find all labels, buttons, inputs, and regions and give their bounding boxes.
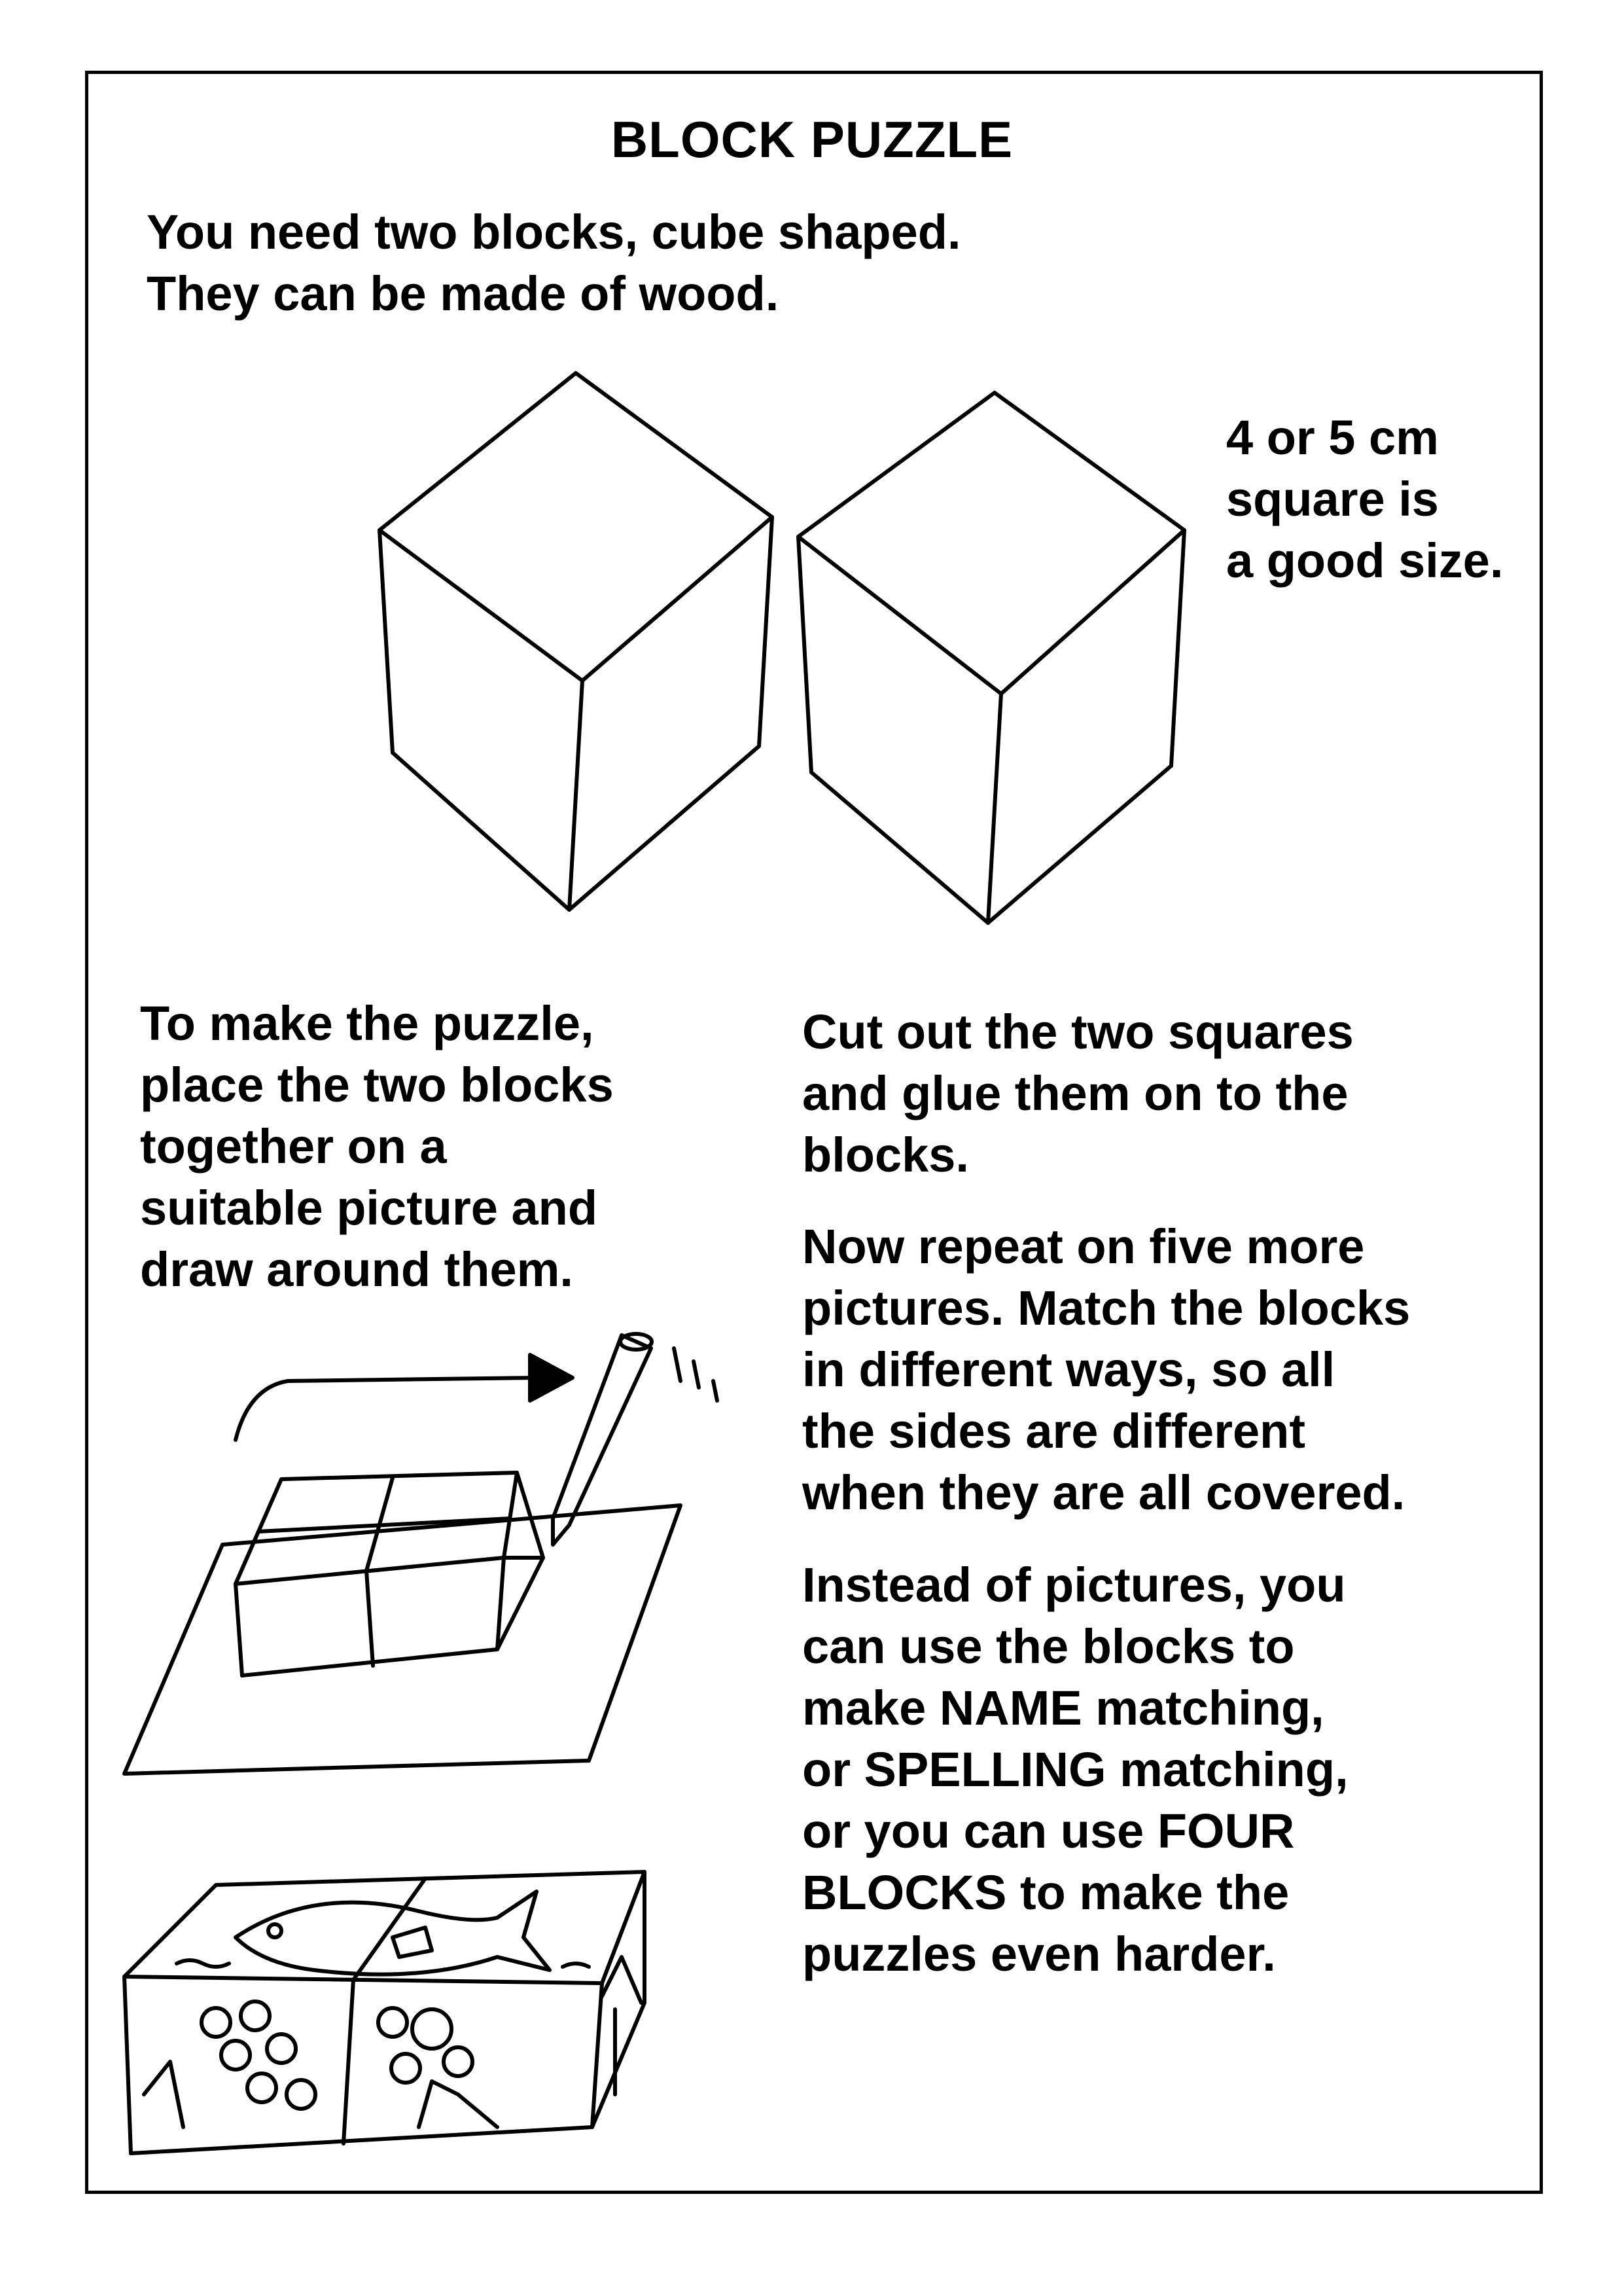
cube-right-drawing (798, 393, 1184, 923)
glue-instructions: Cut out the two squares and glue them on to the blocks. (802, 1005, 1354, 1182)
repeat-instructions: Now repeat on five more pictures. Match the blocks in different ways, so all the sides are different when they are all covered. (802, 1219, 1411, 1520)
tracing-drawing (124, 1334, 717, 1774)
alternative-instructions: Instead of pictures, you can use the blocks to make NAME matching, or SPELLING matching, or you can use FOUR BLOCKS to make the puzzles even harder. (802, 1558, 1349, 1981)
page-title: BLOCK PUZZLE (610, 111, 1014, 168)
size-note: 4 or 5 cm square is a good size. (1226, 410, 1504, 588)
intro-text: You need two blocks, cube shaped. They can be made of wood. (147, 205, 961, 321)
finished-puzzle-drawing (124, 1872, 644, 2153)
cube-left-drawing (380, 373, 772, 910)
tracing-instructions: To make the puzzle, place the two blocks together on a suitable picture and draw around them. (140, 996, 614, 1297)
